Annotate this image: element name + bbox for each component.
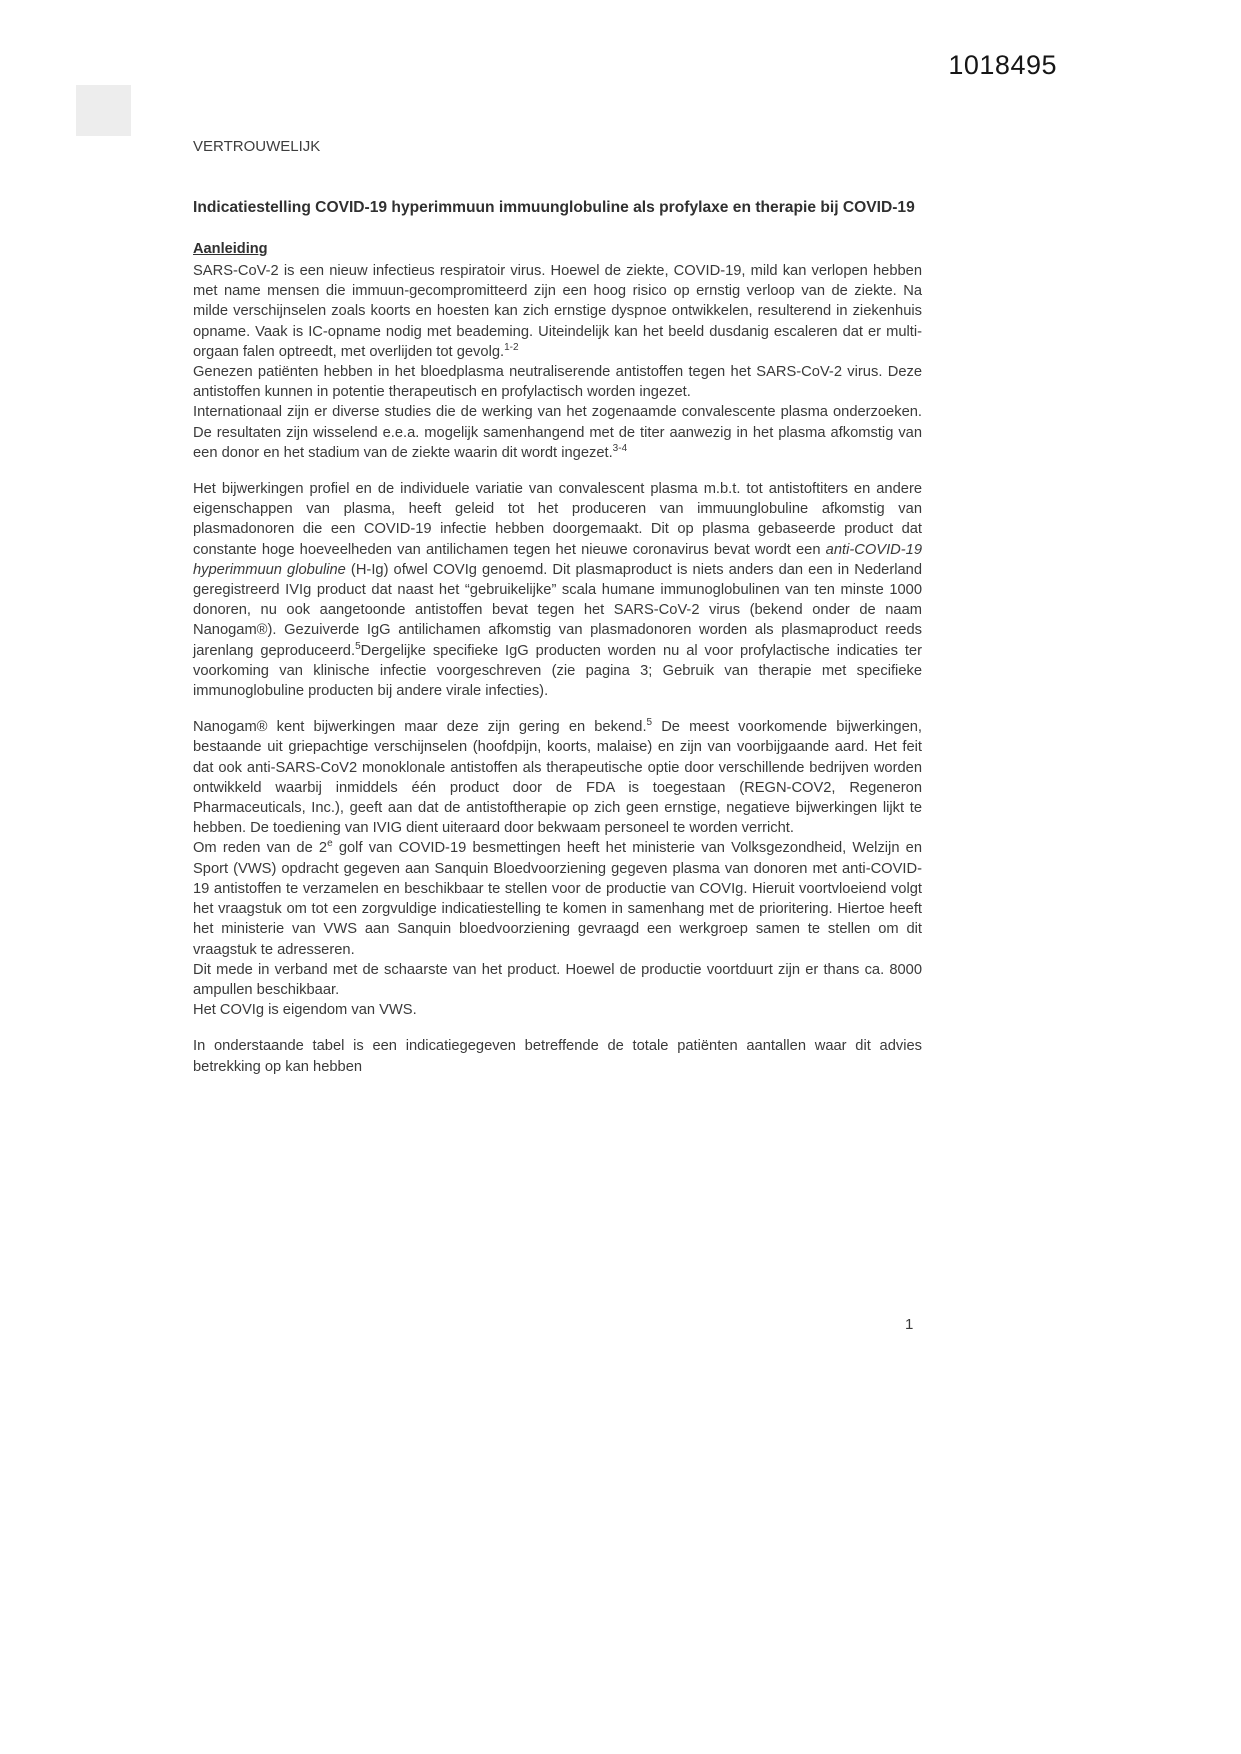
paragraph — [193, 362, 922, 402]
paragraph — [193, 1036, 922, 1076]
text-run: Genezen patiënten hebben in het bloedplasma neutraliserende antistoffen tegen het SARS-CoV-2 virus. Deze antistoffen kunnen in potentie therapeutisch en profylactisch worden ingezet. — [193, 364, 922, 401]
text-run: De meest voorkomende bijwerkingen, bestaande uit griepachtige verschijnselen (hoofdpijn, koorts, malaise) en zijn van voorbijgaande aard. Het feit dat ook anti-SARS-CoV2 monoklonale antistoffen als therapeutische optie door verschillende bedrijven worden ontwikkeld waarbij inmiddels één product door de FDA is toegestaan (REGN-COV2, Regeneron Pharmaceuticals, Inc.), geeft aan dat de antistoftherapie op zich geen ernstige, negatieve bijwerkingen lijkt te hebben. De toediening van IVIG dient uiteraard door bekwaam personeel te worden verricht. — [193, 719, 922, 837]
paragraph — [193, 838, 922, 959]
reference-superscript: e — [327, 838, 333, 850]
paragraph — [193, 402, 922, 463]
text-run: (H-Ig) ofwel COVIg genoemd. Dit plasmaproduct is niets anders dan een in Nederland geregistreerd IVIg product dat naast het “gebruikelijke” scala humane immunoglobulinen van ten minste 1000 donoren, nu ook aangetoonde antistoffen bevat tegen het SARS-CoV-2 virus (bekend onder de naam Nanogam®). Gezuiverde IgG antilichamen afkomstig van plasmadonoren worden als plasmaproduct reeds jarenlang geproduceerd. — [193, 561, 923, 659]
reference-superscript: 3-4 — [612, 442, 628, 454]
text-run: Dit mede in verband met de schaarste van het product. Hoewel de productie voortduurt zijn er thans ca. 8000 ampullen beschikbaar. — [193, 961, 922, 998]
paragraph — [193, 717, 922, 838]
text-run: Het COVIg is eigendom van VWS. — [193, 1002, 417, 1019]
paragraph — [193, 261, 922, 362]
text-run: In onderstaande tabel is een indicatiegegeven betreffende de totale patiënten aantallen waar dit advies betrekking op kan hebben — [193, 1038, 922, 1075]
text-run: Internationaal zijn er diverse studies die de werking van het zogenaamde convalescente plasma onderzoeken. De resultaten zijn wisselend e.e.a. mogelijk samenhangend met de titer aanwezig in het plasma afkomstig van een donor en het stadium van de ziekte waarin dit wordt ingezet. — [193, 404, 922, 461]
page-number: 1 — [905, 1316, 914, 1333]
reference-superscript: 1-2 — [504, 341, 519, 353]
text-run: Om reden van de 2 — [193, 840, 328, 857]
document-body — [193, 261, 922, 1077]
document-number-stamp: 1018495 — [948, 50, 1057, 80]
text-run: SARS-CoV-2 is een nieuw infectieus respiratoir virus. Hoewel de ziekte, COVID-19, mild kan verlopen hebben met name mensen die immuun-gecompromitteerd zijn een hoog risico op ernstig verloop van de ziekte. Na milde verschijnselen zoals koorts en hoesten kan zich ernstige dyspnoe ontwikkelen, resulterend in ziekenhuis opname. Vaak is IC-opname nodig met beademing. Uiteindelijk kan het beeld dusdanig escaleren dat er multi-orgaan falen optreedt, met overlijden tot gevolg. — [193, 263, 922, 360]
text-run: Nanogam® kent bijwerkingen maar deze zijn gering en bekend. — [193, 719, 647, 736]
section-heading-aanleiding: Aanleiding — [193, 241, 268, 257]
reference-superscript: 5 — [646, 717, 653, 729]
text-run: Het bijwerkingen profiel en de individuele variatie van convalescent plasma m.b.t. tot antistoftiters en andere eigenschappen van plasma, heeft geleid tot het produceren van immuunglobuline afkomstig van plasmadonoren die een COVID-19 infectie hebben doorgemaakt. Dit op plasma gebaseerde product dat constante hoge hoeveelheden van antilichamen tegen het nieuwe coronavirus bevat wordt een — [193, 481, 922, 558]
text-run: Dergelijke specifieke IgG producten worden nu al voor profylactische indicaties ter voorkoming van klinische infectie voorgeschreven (zie pagina 3; Gebruik van therapie met specifieke immunoglobuline producten bij andere virale infecties). — [193, 642, 922, 700]
scan-artifact — [76, 85, 131, 136]
text-run: golf van COVID-19 besmettingen heeft het ministerie van Volksgezondheid, Welzijn en Sport (VWS) opdracht gegeven aan Sanquin Bloedvoorziening gegeven plasma van donoren met anti-COVID-19 antistoffen te verzamelen en beschikbaar te stellen voor de productie van COVIg. Hieruit voortvloeiend volgt het vraagstuk om tot een zorgvuldige indicatiestelling te komen in samenhang met de prioritering. Hiertoe heeft het ministerie van VWS aan Sanquin bloedvoorziening gevraagd een werkgroep samen te stellen om dit vraagstuk te adresseren. — [193, 840, 922, 958]
document-content — [193, 138, 922, 1077]
paragraph — [193, 960, 922, 1000]
classification-label: VERTROUWELIJK — [193, 138, 321, 155]
reference-superscript: 5 — [355, 640, 361, 652]
paragraph — [193, 479, 922, 701]
text-run: anti-COVID-19 hyperimmuun globuline — [193, 541, 922, 578]
paragraph — [193, 1000, 922, 1020]
document-title: Indicatiestelling COVID-19 hyperimmuun immuunglobuline als profylaxe en therapie bij COVID-19 — [193, 199, 915, 216]
